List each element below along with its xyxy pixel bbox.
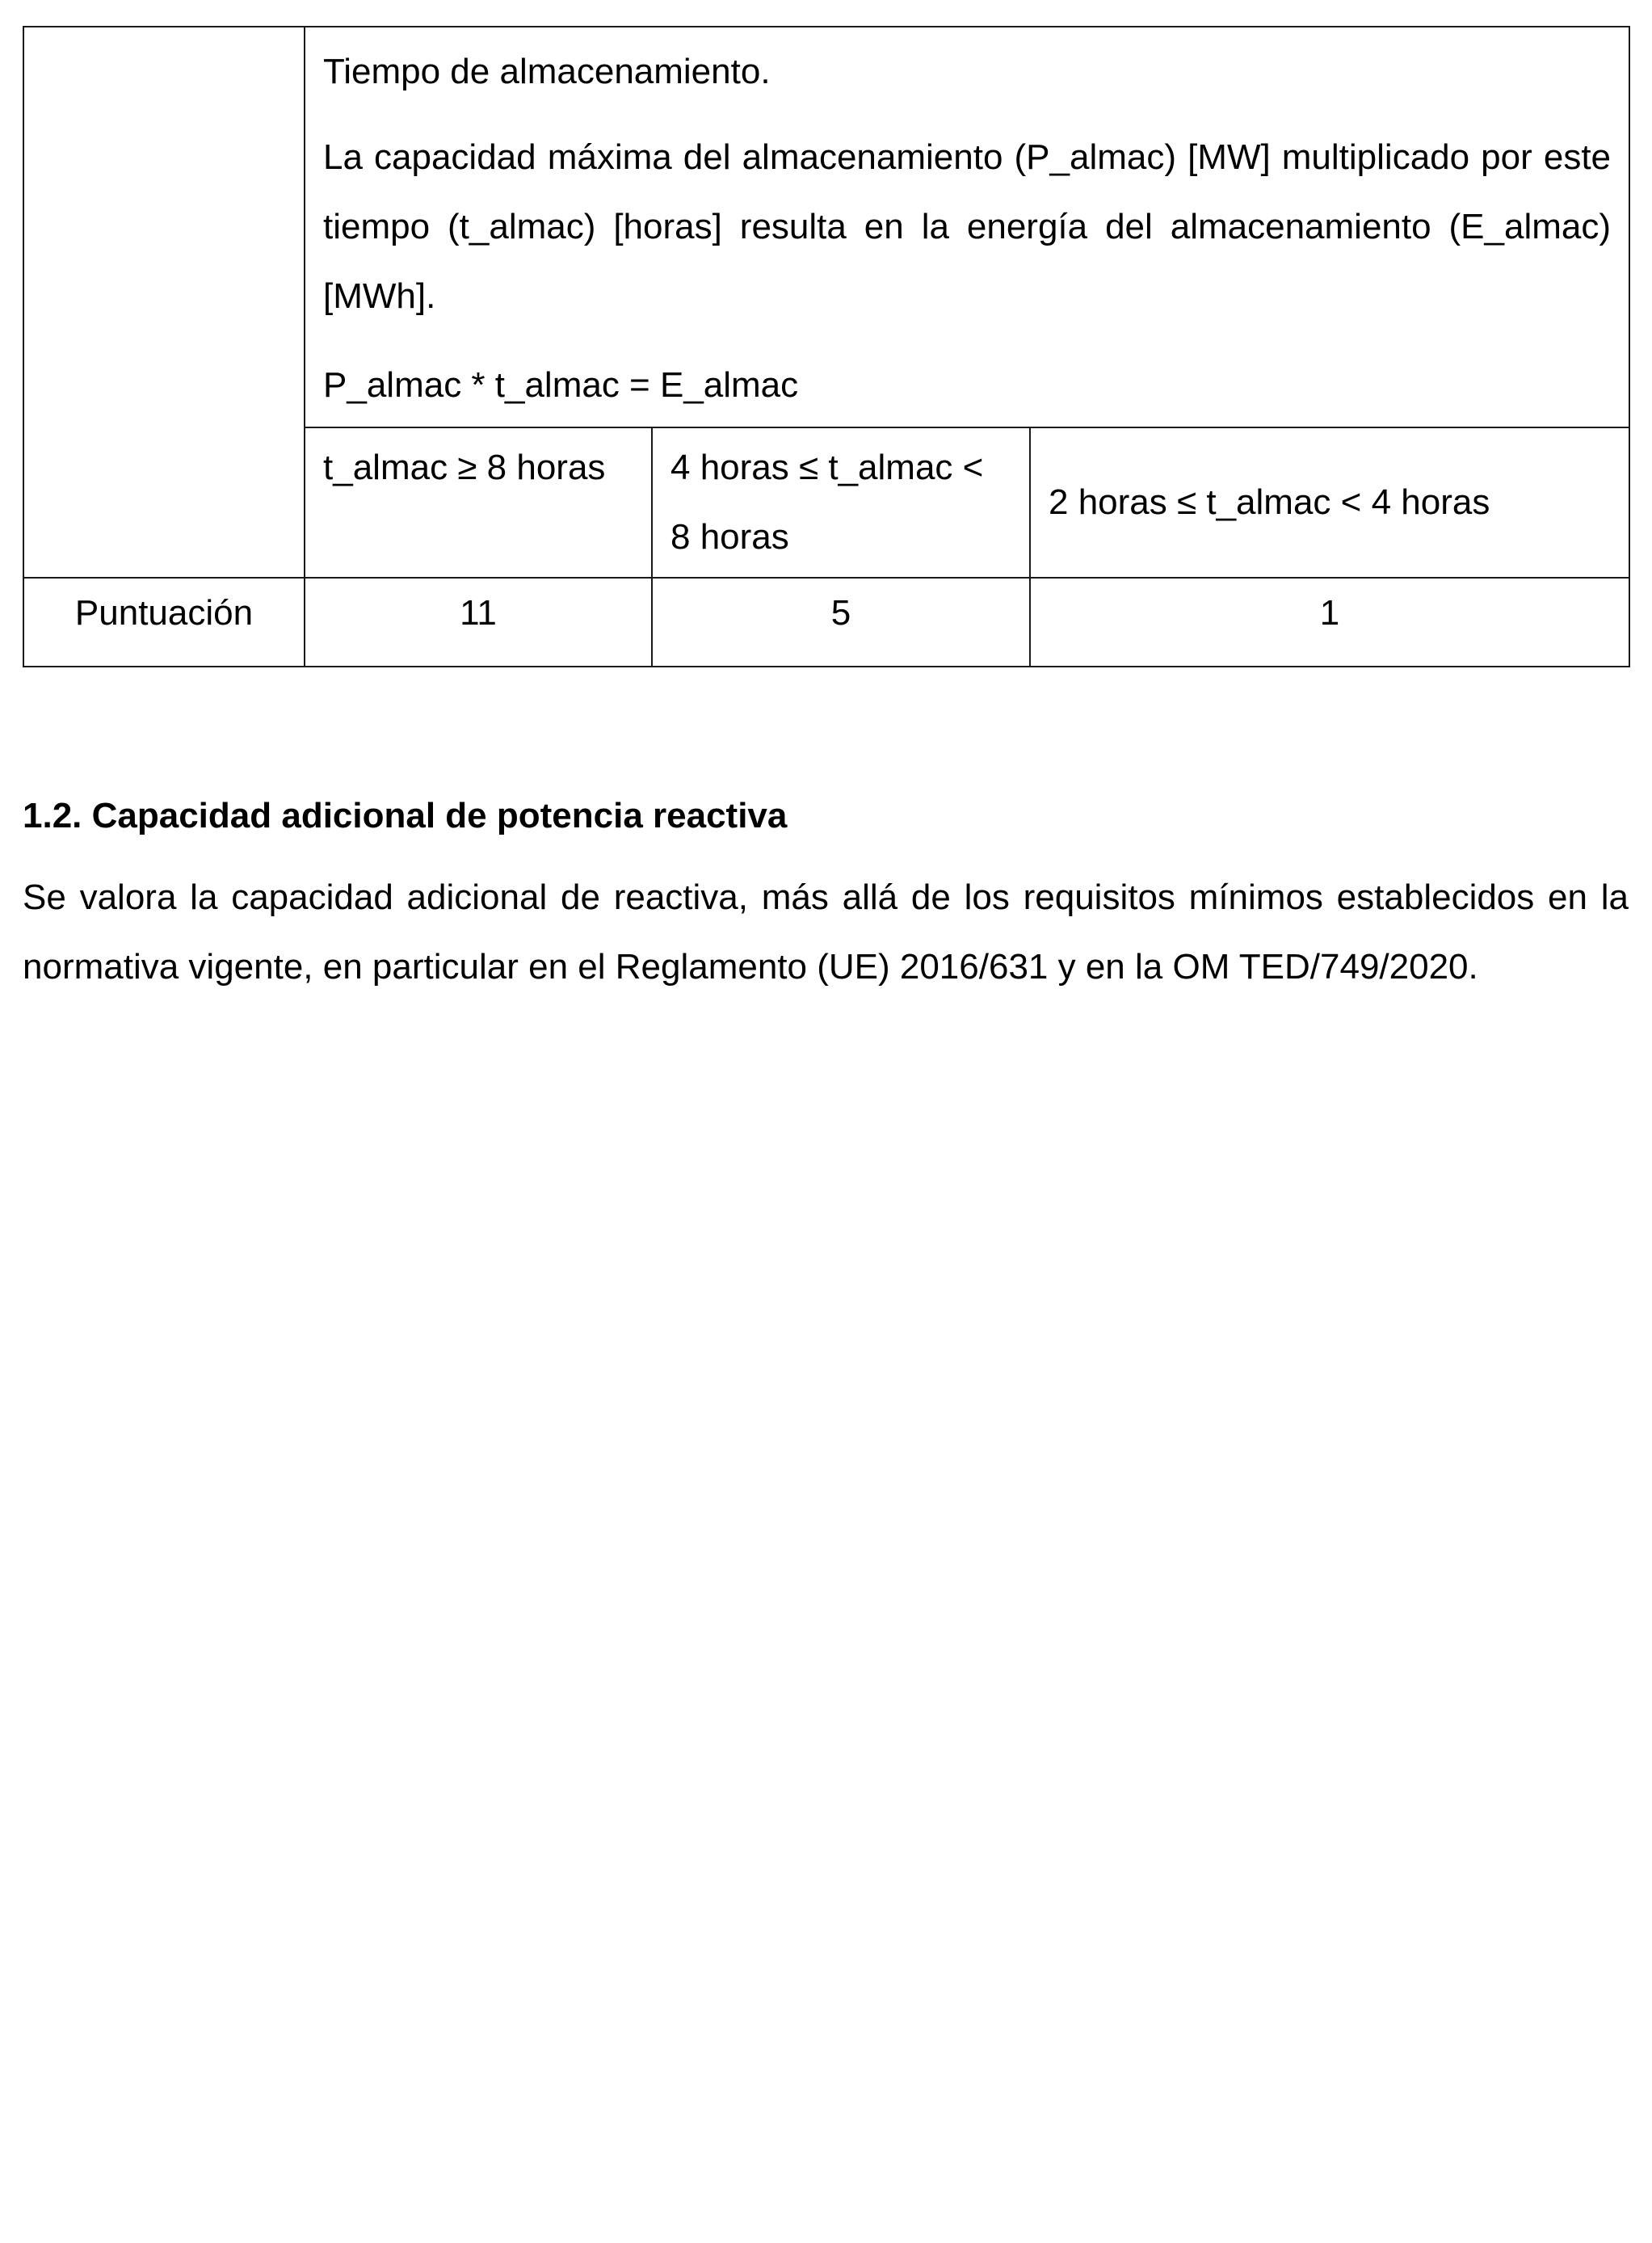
option-cell-1: t_almac ≥ 8 horas <box>305 427 652 578</box>
description-row <box>23 27 1629 427</box>
option-cell-3: 2 horas ≤ t_almac < 4 horas <box>1030 427 1629 578</box>
description-title: Tiempo de almacenamiento. <box>323 52 771 91</box>
score-label-cell: Puntuación <box>23 578 305 667</box>
option-cell-2: 4 horas ≤ t_almac < 8 horas <box>652 427 1030 578</box>
description-cell <box>305 27 1629 427</box>
empty-label-cell <box>23 27 305 578</box>
formula-text: P_almac * t_almac = E_almac <box>323 365 799 405</box>
score-cell-3: 1 <box>1030 578 1629 667</box>
section-heading: 1.2. Capacidad adicional de potencia reactiva <box>23 796 788 835</box>
score-row <box>23 578 1629 667</box>
description-paragraph: La capacidad máxima del almacenamiento (P_almac) [MW] multiplicado por este tiempo (t_almac) [horas] resulta en la energía del almacenamiento (E_almac) [MWh]. <box>323 137 1612 316</box>
section-body-paragraph: Se valora la capacidad adicional de reactiva, más allá de los requisitos mínimos establecidos en la normativa vigente, en particular en el Reglamento (UE) 2016/631 y en la OM TED/749/2020. <box>23 877 1629 987</box>
criteria-table <box>23 26 1630 667</box>
score-cell-1: 11 <box>305 578 652 667</box>
score-cell-2: 5 <box>652 578 1030 667</box>
